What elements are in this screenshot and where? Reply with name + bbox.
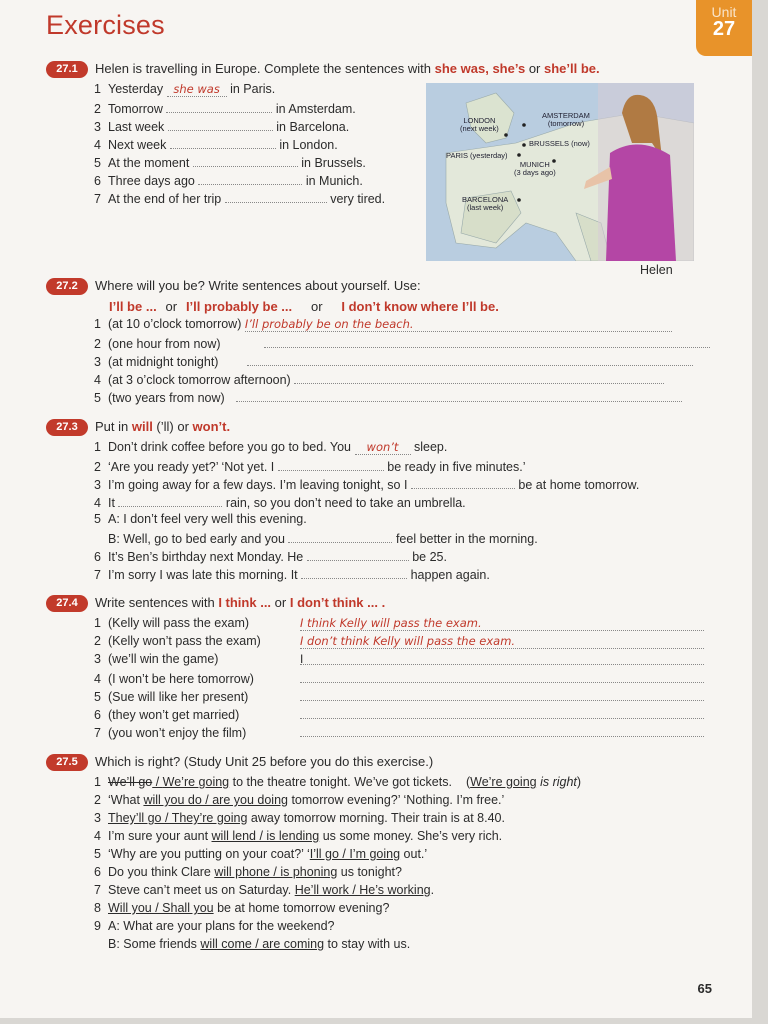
answer-field[interactable]: won’t [355,440,411,455]
item-line [94,476,639,494]
item-number: 5 [94,690,101,704]
item-number: 4 [94,138,101,152]
item-line [94,883,434,901]
item-text: very tired. [330,192,386,206]
item-text: I’m going away for a few days. I’m leaving tonight, so I [108,478,408,492]
illustration-caption: Helen [640,263,673,277]
item-text: Do you think Clare [108,865,215,879]
item-text: (you won’t enjoy the film) [108,726,247,740]
item-number: 3 [94,120,101,134]
item-number: 3 [94,355,101,369]
item-text: (Sue will like her present) [108,690,249,704]
answer-field[interactable] [300,688,704,701]
answer-field[interactable] [170,136,276,149]
map-label-paris: PARIS (yesterday) [446,151,508,160]
item-line [94,530,538,548]
item-number: 8 [94,901,101,915]
choice-option[interactable]: We’re going [162,775,230,789]
item-number: 6 [94,865,101,879]
item-line [94,136,338,154]
map-label-london: LONDON (next week) [460,116,499,133]
item-text: ( [465,775,471,789]
item-text: in Brussels. [301,156,366,170]
item-text: us tonight? [337,865,402,879]
item-text: A: What are your plans for the weekend? [108,919,335,933]
item-text: B: Some friends [108,937,201,951]
item-line [94,811,505,829]
answer-field[interactable] [307,548,409,561]
item-text: (they won’t get married) [108,708,240,722]
item-text: Tomorrow [108,102,163,116]
choice-option[interactable]: I’ll go / I’m going [309,847,401,861]
item-text: I’m sorry I was late this morning. It [108,568,298,582]
item-line [94,634,704,652]
option-i-think: I think ... [218,595,272,610]
answer-field[interactable] [294,371,664,384]
item-number: 6 [94,174,101,188]
item-text: It [108,496,115,510]
item-text: out.’ [400,847,428,861]
item-line [94,335,710,353]
choice-option[interactable]: will lend / is lending [211,829,320,843]
answer-field[interactable] [168,118,273,131]
item-text: in Amsterdam. [275,102,356,116]
item-text: At the moment [108,156,190,170]
choice-option[interactable]: He’ll work / He’s working [294,883,431,897]
item-number: 4 [94,373,101,387]
item-text: (one hour from now) [108,337,221,351]
instruction-text: or [525,61,544,76]
answer-field[interactable] [198,172,302,185]
item-number: 9 [94,919,101,933]
phrase-option: I’ll be ... [109,299,157,314]
exercise-instruction: Put in will (’ll) or won’t. [95,419,231,434]
item-line [94,829,502,847]
item-text: in London. [279,138,338,152]
item-text: sleep. [413,440,448,454]
item-number: 2 [94,634,101,648]
item-text: in Barcelona. [276,120,350,134]
instruction-text: or [271,595,290,610]
item-line [94,706,704,724]
phrase-option: I don’t know where I’ll be. [341,299,499,314]
item-line [94,100,356,118]
item-text: to the theatre tonight. We’ve got tickets. [229,775,452,789]
item-text: Last week [108,120,165,134]
item-line [94,172,363,190]
item-line [94,458,526,476]
or-text: or [165,299,178,314]
instruction-text: Put in [95,419,132,434]
instruction-text: Write sentences with [95,595,219,610]
item-number: 1 [94,616,101,630]
unit-tab [696,0,752,56]
item-text: be 25. [412,550,447,564]
map-label-amsterdam: AMSTERDAM (tomorrow) [542,111,590,128]
answer-field[interactable] [411,476,515,489]
option-shell-be: she’ll be [544,61,597,76]
item-number: 5 [94,847,101,861]
item-text: (I won’t be here tomorrow) [108,672,254,686]
item-text: away tomorrow morning. Their train is at 8.40. [247,811,505,825]
item-line [94,616,704,634]
item-text: ‘Why are you putting on your coat?’ ‘ [108,847,310,861]
item-number: 4 [94,496,101,510]
item-line [94,793,504,811]
item-text: Three days ago [108,174,195,188]
item-line [94,937,410,955]
unit-label: Unit [711,4,737,20]
map-label-munich: MUNICH (3 days ago) [514,160,556,177]
item-line [94,154,366,172]
page-title: Exercises [46,10,165,40]
answer-field[interactable] [225,190,327,203]
item-line [94,865,402,883]
answer-choice: We’re going [470,775,537,789]
item-text: A: I don’t feel very well this evening. [108,512,307,526]
item-text: Steve can’t meet us on Saturday. [108,883,295,897]
item-text: (we’ll win the game) [108,652,219,666]
option-shes: she’s [488,61,526,76]
choice-option[interactable]: They’ll go / They’re going [108,811,248,825]
item-text: to stay with us. [324,937,411,951]
exercise-instruction: Which is right? (Study Unit 25 before you do this exercise.) [95,754,434,769]
item-line: 1 We’ll go / We’re going to the theatre tonight. We’ve got tickets. (We’re going is right) [94,775,582,789]
answer-field[interactable]: I don’t think Kelly will pass the exam. [300,634,704,649]
answer-field[interactable] [118,494,222,507]
item-text: Next week [108,138,167,152]
or-text: or [310,299,323,314]
item-number: 5 [94,156,101,170]
map-graphic [426,83,694,261]
map-label-brussels: BRUSSELS (now) [529,139,590,148]
answer-field[interactable] [166,100,272,113]
item-text: (at 3 o’clock tomorrow afternoon) [108,373,291,387]
item-line [94,901,389,919]
map-label-barcelona: BARCELONA (last week) [462,195,509,212]
item-number: 5 [94,512,101,526]
answer-field[interactable] [300,706,704,719]
item-text: (at 10 o’clock tomorrow) [108,317,242,331]
choice-option[interactable]: Will you / Shall you [108,901,214,915]
item-number: 3 [94,478,101,492]
option-she-was: she was, [434,61,489,76]
item-line [94,440,447,458]
item-number: 1 [94,82,101,96]
answer-field[interactable] [236,389,682,402]
exercise-instruction: Write sentences with I think ... or I don’t think ... . [95,595,386,610]
answer-field[interactable] [264,335,710,348]
instruction-text: (’ll) [152,419,174,434]
answer-field[interactable] [288,530,392,543]
item-text: feel better in the morning. [395,532,538,546]
item-text: in Munich. [305,174,363,188]
europe-map-illustration [426,83,694,261]
exercise-badge: 27.5 [46,754,88,771]
item-text: Yesterday [108,82,164,96]
item-line [94,652,704,670]
item-line [94,353,693,371]
answer-field[interactable] [300,724,704,737]
item-number: 4 [94,829,101,843]
item-text: I’m sure your aunt [108,829,212,843]
item-text: happen again. [410,568,490,582]
item-number: 4 [94,672,101,686]
answer-field[interactable] [301,566,407,579]
item-text: be at home tomorrow. [518,478,640,492]
exercise-instruction: Where will you be? Write sentences about yourself. Use: [95,278,421,293]
item-line [94,317,672,335]
answer-field[interactable]: she was [167,82,227,97]
item-number: 3 [94,652,101,666]
page-number: 65 [697,981,712,996]
unit-number: 27 [712,18,736,40]
item-text: (at midnight tonight) [108,355,219,369]
item-text: (two years from now) [108,391,225,405]
choice-crossed-out[interactable]: We’ll go [108,775,153,789]
answer-field[interactable]: I’ll probably be on the beach. [245,317,672,332]
item-text: Don’t drink coffee before you go to bed. You [108,440,352,454]
item-text: tomorrow evening?’ ‘Nothing. I’m free.’ [287,793,505,807]
exercise-badge: 27.2 [46,278,88,295]
item-text: (Kelly will pass the exam) [108,616,250,630]
item-text: be at home tomorrow evening? [213,901,390,915]
item-line [94,371,664,389]
item-number: 6 [94,550,101,564]
item-line [94,118,349,136]
item-text: It’s Ben’s birthday next Monday. He [108,550,304,564]
item-line [94,82,275,100]
item-text: in Paris. [230,82,276,96]
item-text: . [430,883,435,897]
exercise-instruction: Helen is travelling in Europe. Complete the sentences with she was, she’s or she’ll be. [95,61,600,76]
item-line [94,566,490,584]
item-number: 2 [94,793,101,807]
item-text: ‘What [108,793,144,807]
item-text: rain, so you don’t need to take an umbrella. [225,496,466,510]
item-number: 7 [94,192,101,206]
answer-field[interactable] [278,458,384,471]
item-number: 2 [94,102,101,116]
item-number: 1 [94,775,101,789]
item-number: 5 [94,391,101,405]
item-text: ‘Are you ready yet?’ ‘Not yet. I [108,460,275,474]
phrase-options [109,299,499,317]
answer-field[interactable] [300,670,704,683]
answer-field[interactable]: I [300,652,704,665]
item-text: At the end of her trip [108,192,222,206]
item-number: 2 [94,337,101,351]
item-line [94,494,466,512]
exercise-badge: 27.3 [46,419,88,436]
item-text: us some money. She’s very rich. [319,829,503,843]
item-text: B: Well, go to bed early and you [108,532,285,546]
item-line [94,847,427,865]
item-line [94,512,307,530]
item-line [94,548,447,566]
item-number: 1 [94,317,101,331]
choice-option[interactable]: will phone / is phoning [214,865,338,879]
option-wont: won’t [192,419,227,434]
item-line [94,688,704,706]
item-number: 6 [94,708,101,722]
item-number: 7 [94,568,101,582]
item-text: is right [536,775,577,789]
item-number: 1 [94,440,101,454]
choice-separator: / [152,775,163,789]
item-line [94,919,335,937]
item-number: 7 [94,883,101,897]
instruction-text: or [173,419,193,434]
item-text: (Kelly won’t pass the exam) [108,634,261,648]
option-i-dont-think: I don’t think ... [289,595,378,610]
choice-option[interactable]: will you do / are you doing [143,793,288,807]
option-will: will [131,419,153,434]
item-number: 3 [94,811,101,825]
item-line [94,190,385,208]
exercise-badge: 27.4 [46,595,88,612]
item-line [94,389,682,407]
answer-field[interactable] [247,353,693,366]
item-number: 2 [94,460,101,474]
answer-field[interactable]: I think Kelly will pass the exam. [300,616,704,631]
phrase-option: I’ll probably be ... [185,299,293,314]
item-line [94,670,704,688]
choice-option[interactable]: will come / are coming [200,937,325,951]
item-text: be ready in five minutes.’ [387,460,526,474]
answer-field[interactable] [193,154,298,167]
item-line [94,724,704,742]
item-number: 7 [94,726,101,740]
exercise-badge: 27.1 [46,61,88,78]
instruction-text: Helen is travelling in Europe. Complete the sentences with [95,61,435,76]
